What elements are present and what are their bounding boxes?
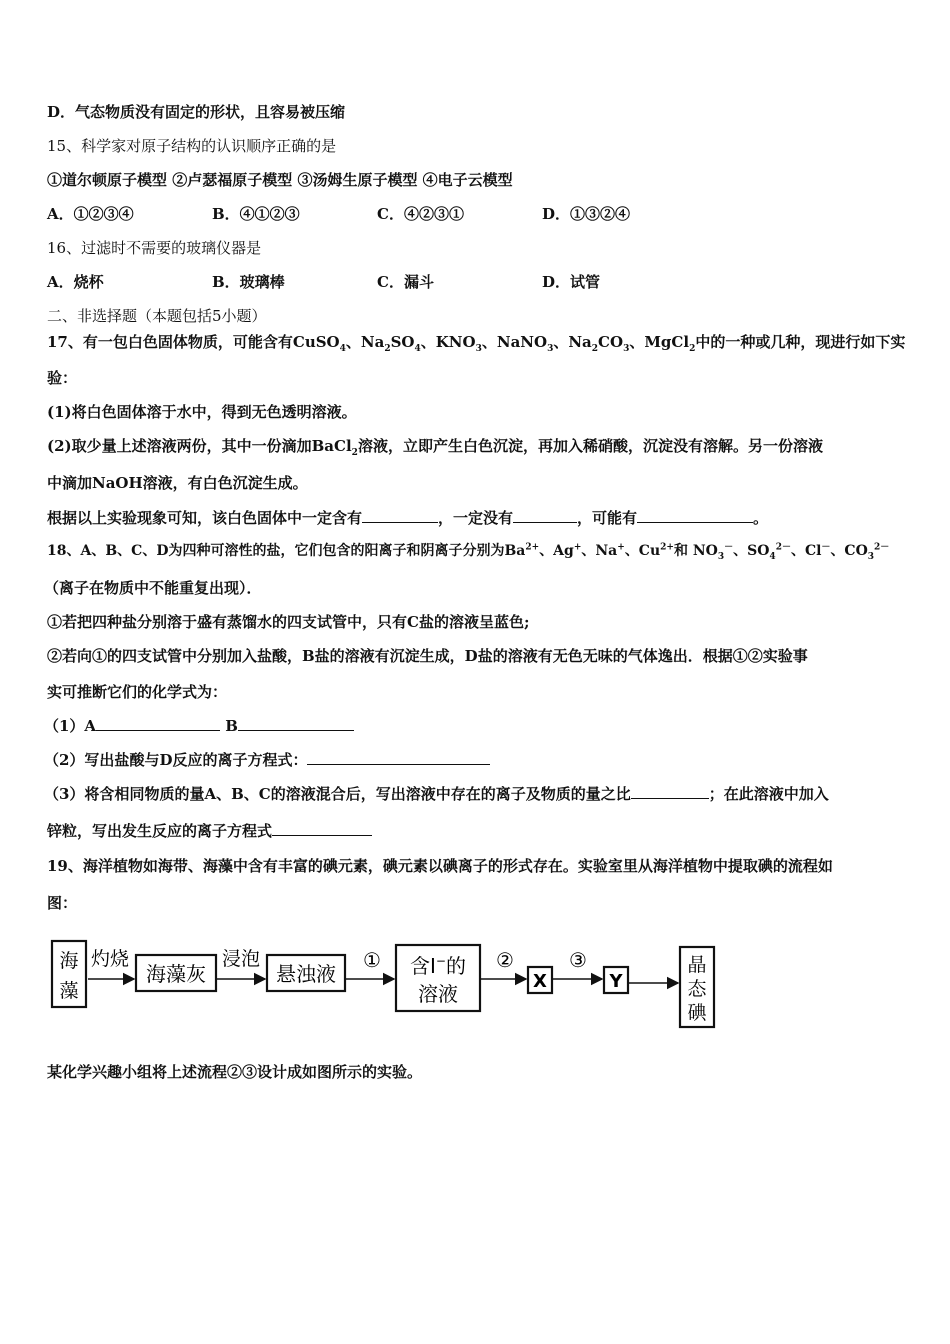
q16-option-a: A．烧杯 (47, 273, 104, 291)
q18-line-2: （离子在物质中不能重复出现）． (44, 579, 262, 597)
q16-option-d: D．试管 (542, 273, 601, 291)
q18-line-9: 锌粒，写出发生反应的离子方程式 (47, 821, 372, 841)
flow-text-ash: 海藻灰 (146, 962, 206, 986)
q17-line-3: (1)将白色固体溶于水中，得到无色透明溶液。 (47, 403, 357, 421)
q18-line-8: （3）将含相同物质的量A、B、C的溶液混合后，写出溶液中存在的离子及物质的量之比 ；在此溶液中加入 (44, 785, 829, 803)
q18-line-6: （1）A B (44, 716, 354, 736)
flow-text-x: X (533, 971, 547, 992)
flow-text-iodide-1: 含I−的 (410, 954, 466, 978)
q18-line-1: 18、A、B、C、D为四种可溶性的盐，它们包含的阳离子和阴离子分别为$Ba^{2+}$、Ag+、Na+、$Cu^{2+}$和 $NO_3^-$、$SO_4^{2-}$、Cl－、$CO_3^{2-}$ (47, 542, 890, 562)
q17-line-2: 验： (47, 369, 78, 387)
flow-label-soak: 浸泡 (221, 948, 261, 970)
flow-text-crystal-3: 碘 (687, 1002, 707, 1024)
q18-line-4: ②若向①的四支试管中分别加入盐酸，B盐的溶液有沉淀生成，D盐的溶液有无色无味的气体逸出．根据①②实验事 (47, 647, 808, 665)
q15-option-b: B．④①②③ (212, 205, 300, 223)
q14-option-d: D．气态物质没有固定的形状，且容易被压缩 (47, 103, 346, 121)
flow-label-step-2: ② (496, 948, 514, 972)
section-2-heading: 二、非选择题（本题包括5小题） (47, 307, 267, 325)
q19-line-1: 19、海洋植物如海带、海藻中含有丰富的碘元素，碘元素以碘离子的形式存在。实验室里从海洋植物中提取碘的流程如 (47, 857, 833, 875)
flow-label-step-3: ③ (569, 948, 587, 972)
q18-line-3: ①若把四种盐分别溶于盛有蒸馏水的四支试管中，只有C盐的溶液呈蓝色; (47, 613, 530, 631)
flow-text-suspension: 悬浊液 (276, 962, 336, 986)
flow-text-seaweed-2: 藻 (59, 980, 79, 1002)
q19-line-2: 图： (47, 894, 78, 912)
q17-line-4: (2)取少量上述溶液两份，其中一份滴加BaCl$_2$溶液，立即产生白色沉淀，再加入稀硝酸，沉淀没有溶解。另一份溶液 (47, 437, 823, 458)
q17-line-6: 根据以上实验现象可知，该白色固体中一定含有 ，一定没有 ，可能有 。 (47, 509, 769, 527)
q16-stem: 16、过滤时不需要的玻璃仪器是 (47, 239, 262, 257)
flow-text-crystal-2: 态 (687, 978, 707, 1000)
flow-text-crystal-1: 晶 (687, 954, 707, 976)
iodine-extraction-flowchart (50, 935, 730, 1030)
q18-line-7: （2）写出盐酸与D反应的离子方程式： (44, 750, 490, 770)
flow-text-y: Y (609, 971, 623, 992)
flow-text-iodide-2: 溶液 (418, 982, 458, 1006)
q15-stem: 15、科学家对原子结构的认识顺序正确的是 (47, 137, 337, 155)
q18-line-5: 实可推断它们的化学式为： (47, 683, 228, 701)
q17-line-1: 17、有一包白色固体物质，可能含有CuSO$_4$、$Na_2SO_4$、$KNO_3$、NaNO$_3$、$Na_2CO_3$、MgCl$_2$中的一种或几种，现进行如下实 (47, 333, 906, 354)
flow-label-burn: 灼烧 (90, 948, 130, 970)
q15-option-a: A．①②③④ (47, 205, 134, 223)
q15-option-c: C．④②③① (377, 205, 464, 223)
q19-after-text: 某化学兴趣小组将上述流程②③设计成如图所示的实验。 (47, 1063, 423, 1081)
q17-line-5: 中滴加NaOH溶液，有白色沉淀生成。 (47, 474, 308, 492)
q16-option-b: B．玻璃棒 (212, 273, 285, 291)
q15-option-d: D．①③②④ (542, 205, 631, 223)
flow-label-step-1: ① (363, 948, 381, 972)
q15-items: ①道尔顿原子模型 ②卢瑟福原子模型 ③汤姆生原子模型 ④电子云模型 (47, 171, 513, 189)
flow-text-seaweed-1: 海 (59, 950, 79, 972)
q16-option-c: C．漏斗 (377, 273, 434, 291)
